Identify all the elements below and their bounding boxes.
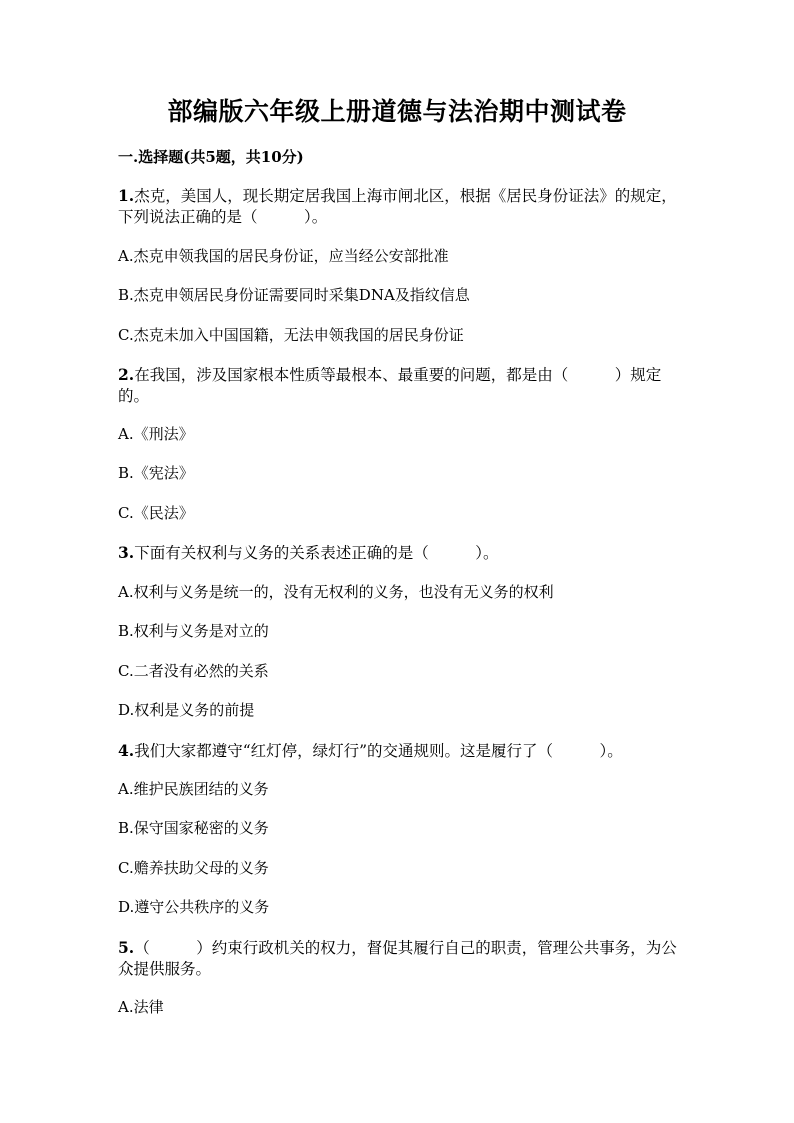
option-1b: B.杰克申领居民身份证需要同时采集DNA及指纹信息 [118, 286, 470, 304]
option-2c: C.《民法》 [118, 504, 194, 522]
option-3a: A.权利与义务是统一的，没有无权利的义务，也没有无义务的权利 [118, 583, 554, 601]
question-1 [118, 185, 678, 228]
question-text: 在我国，涉及国家根本性质等最根本、最重要的问题，都是由（ ）规定的。 [118, 366, 662, 405]
question-text: （ ）约束行政机关的权力，督促其履行自己的职责，管理公共事务，为公众提供服务。 [118, 939, 677, 978]
question-number: 3. [118, 543, 135, 562]
option-4a: A.维护民族团结的义务 [118, 780, 269, 798]
question-3 [118, 542, 678, 564]
question-number: 1. [118, 186, 135, 205]
question-number: 4. [118, 741, 135, 760]
option-4c: C.赡养扶助父母的义务 [118, 859, 269, 877]
option-3b: B.权利与义务是对立的 [118, 622, 269, 640]
question-text: 我们大家都遵守“红灯停，绿灯行”的交通规则。这是履行了（ ）。 [134, 742, 623, 760]
option-3d: D.权利是义务的前提 [118, 701, 255, 719]
option-5a: A.法律 [118, 998, 164, 1016]
question-number: 5. [118, 938, 135, 957]
option-1a: A.杰克申领我国的居民身份证，应当经公安部批准 [118, 247, 449, 265]
question-4 [118, 740, 678, 762]
question-number: 2. [118, 365, 135, 384]
question-2 [118, 364, 678, 407]
option-2b: B.《宪法》 [118, 464, 194, 482]
option-4b: B.保守国家秘密的义务 [118, 819, 269, 837]
section-heading: 一.选择题(共5题，共10分) [118, 148, 304, 166]
option-4d: D.遵守公共秩序的义务 [118, 898, 270, 916]
question-text: 杰克，美国人，现长期定居我国上海市闸北区，根据《居民身份证法》的规定，下列说法正确的是（ ）。 [118, 187, 677, 226]
option-1c: C.杰克未加入中国国籍，无法申领我国的居民身份证 [118, 326, 464, 344]
question-5 [118, 937, 678, 980]
option-3c: C.二者没有必然的关系 [118, 662, 269, 680]
option-2a: A.《刑法》 [118, 425, 194, 443]
page-title: 部编版六年级上册道德与法治期中测试卷 [167, 97, 627, 126]
question-text: 下面有关权利与义务的关系表述正确的是（ ）。 [134, 544, 499, 562]
